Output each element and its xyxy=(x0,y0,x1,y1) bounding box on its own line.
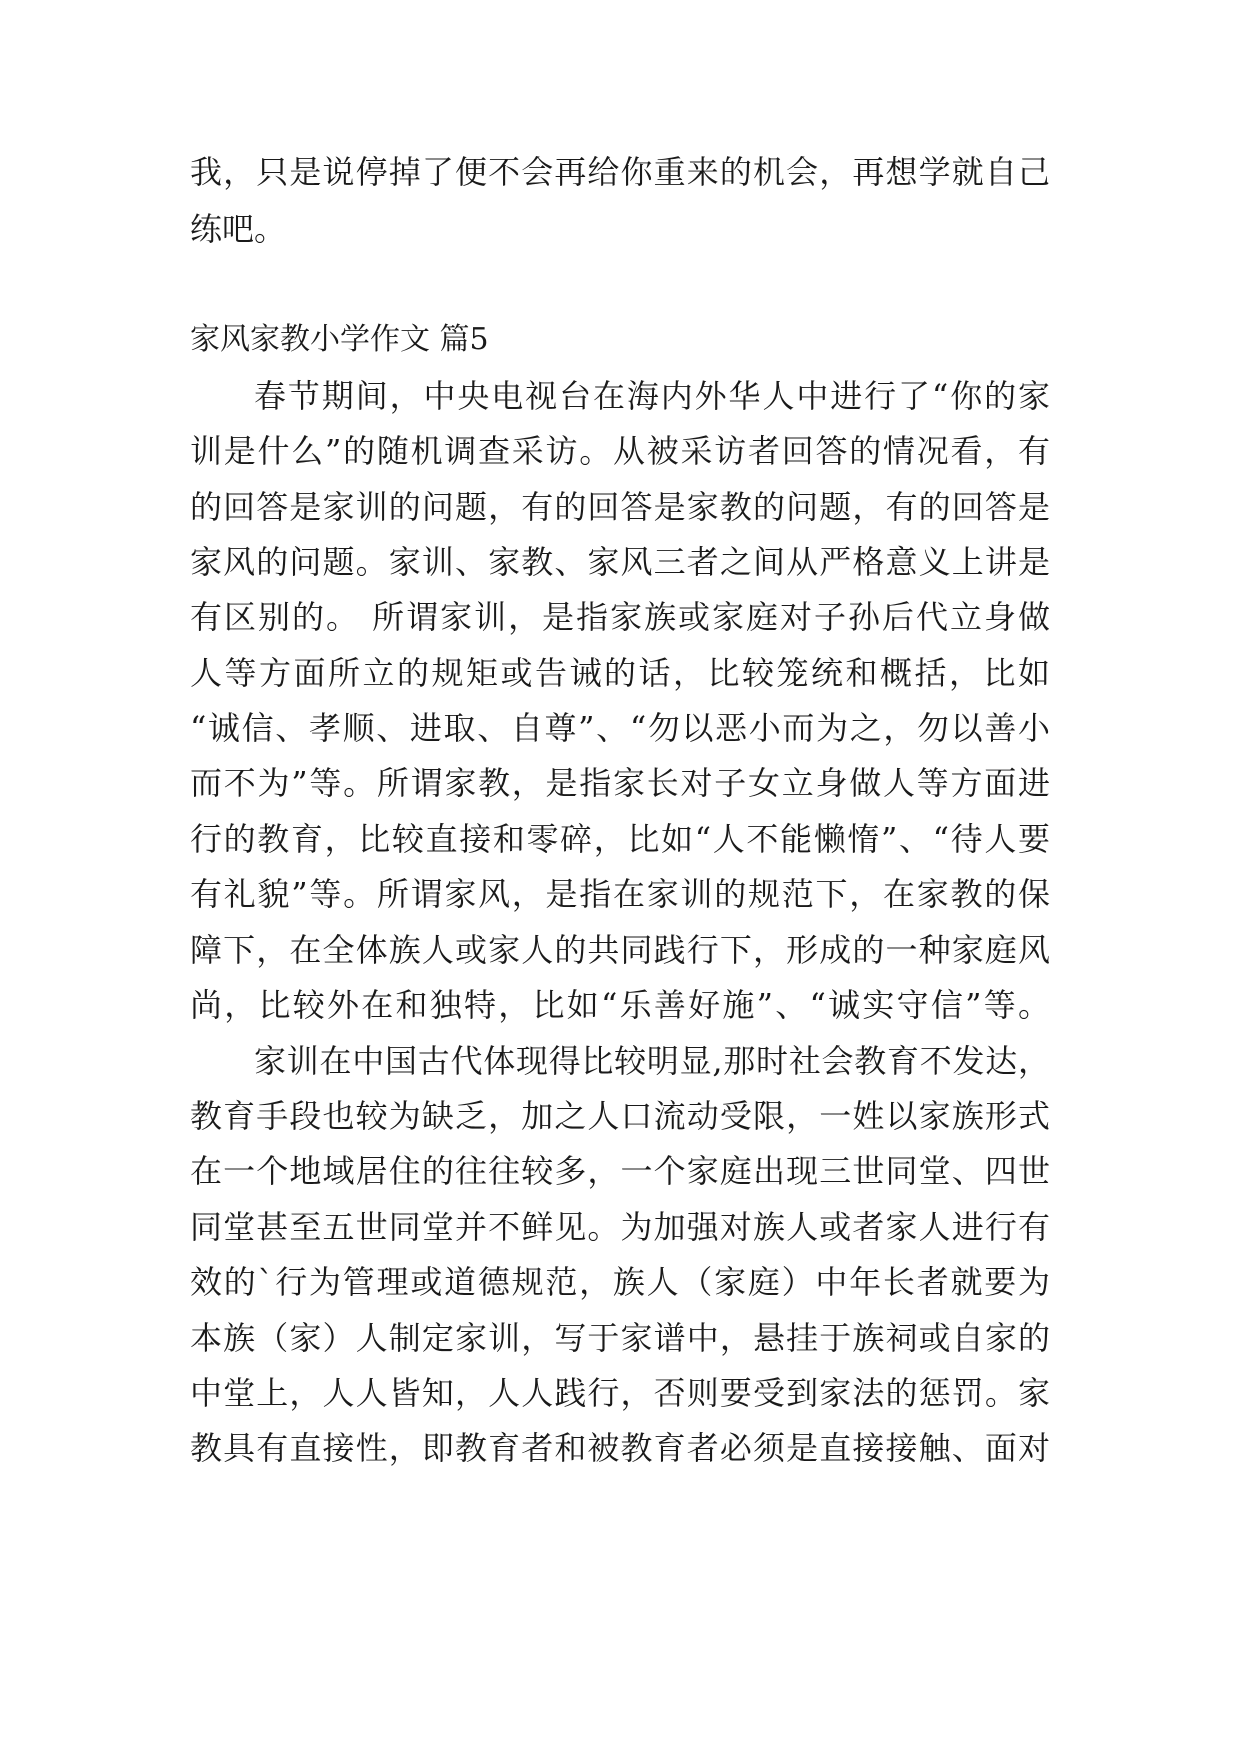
text-line-content: 教育手段也较为缺乏，加之人口流动受限，一姓以家族形式 xyxy=(190,1097,1050,1135)
text-line-content: 有礼貌”等。所谓家风，是指在家训的规范下，在家教的保 xyxy=(190,875,1050,913)
text-line-content: 有区别的。 所谓家训，是指家族或家庭对子孙后代立身做 xyxy=(190,598,1050,636)
text-line-content: 尚，比较外在和独特，比如“乐善好施”、“诚实守信”等。 xyxy=(190,986,1050,1024)
text-line-content: 本族（家）人制定家训，写于家谱中，悬挂于族祠或自家的 xyxy=(190,1319,1050,1357)
text-line-content: 中堂上，人人皆知，人人践行，否则要受到家法的惩罚。家 xyxy=(190,1374,1050,1412)
text-line-content: “诚信、孝顺、进取、自尊”、“勿以恶小而为之，勿以善小 xyxy=(190,709,1050,747)
text-line-content: 而不为”等。所谓家教，是指家长对子女立身做人等方面进 xyxy=(190,764,1050,802)
text-line-content: 练吧。 xyxy=(190,210,287,248)
text-line-content: 人等方面所立的规矩或告诫的话，比较笼统和概括，比如 xyxy=(190,654,1050,692)
section-heading-text: 家风家教小学作文 篇5 xyxy=(190,322,489,357)
text-line-content: 在一个地域居住的往往较多，一个家庭出现三世同堂、四世 xyxy=(190,1152,1050,1190)
text-line-content: 的回答是家训的问题，有的回答是家教的问题，有的回答是 xyxy=(190,488,1050,526)
text-line-content: 训是什么”的随机调查采访。从被采访者回答的情况看，有 xyxy=(190,432,1050,470)
text-line-content: 家训在中国古代体现得比较明显,那时社会教育不发达， xyxy=(254,1042,1050,1080)
text-line-content: 行的教育，比较直接和零碎，比如“人不能懒惰”、“待人要 xyxy=(190,820,1050,858)
text-line-content: 春节期间，中央电视台在海内外华人中进行了“你的家 xyxy=(254,377,1050,415)
text-line-content: 教具有直接性，即教育者和被教育者必须是直接接触、面对 xyxy=(190,1429,1050,1467)
text-line-content: 同堂甚至五世同堂并不鲜见。为加强对族人或者家人进行有 xyxy=(190,1208,1050,1246)
text-line-content: 我，只是说停掉了便不会再给你重来的机会，再想学就自己 xyxy=(190,153,1050,191)
text-line-content: 效的`行为管理或道德规范，族人（家庭）中年长者就要为 xyxy=(190,1263,1050,1301)
text-line-content: 家风的问题。家训、家教、家风三者之间从严格意义上讲是 xyxy=(190,543,1050,581)
text-line-content: 障下，在全体族人或家人的共同践行下，形成的一种家庭风 xyxy=(190,931,1050,969)
